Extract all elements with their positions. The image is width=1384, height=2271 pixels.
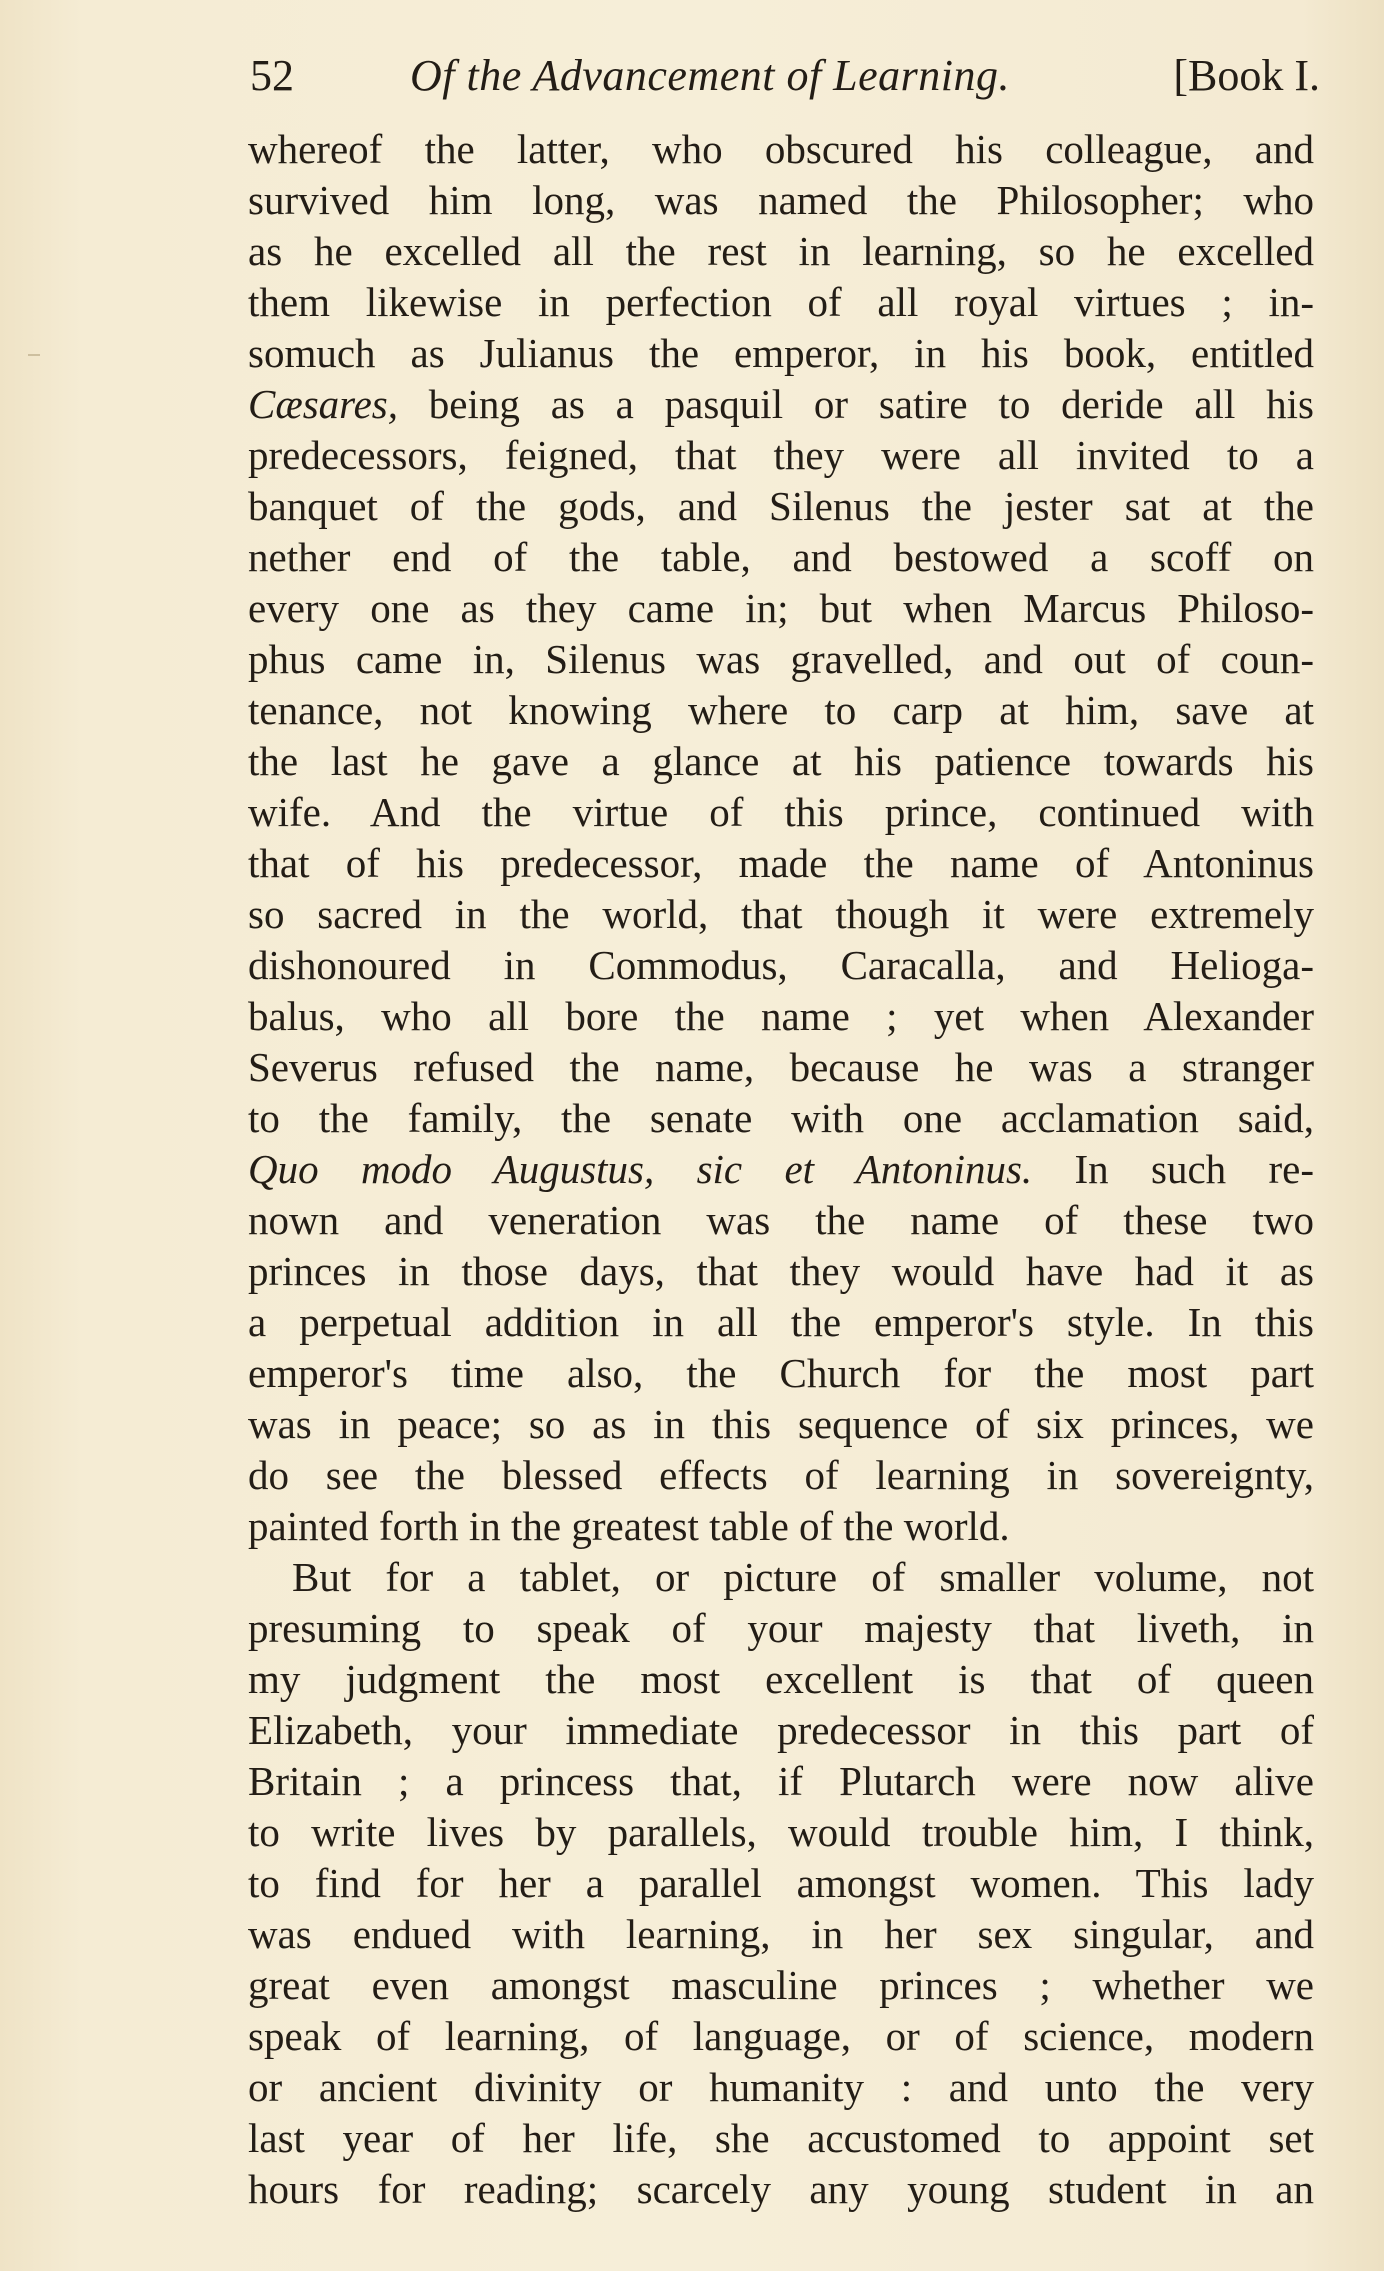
text-line: or ancient divinity or humanity : and unto the very <box>248 2064 1314 2110</box>
text-line: so sacred in the world, that though it were extremely <box>248 891 1314 937</box>
text-line: last year of her life, she accustomed to appoint set <box>248 2115 1314 2161</box>
text-line: princes in those days, that they would have had it as <box>248 1248 1314 1294</box>
text-line: phus came in, Silenus was gravelled, and out of coun- <box>248 636 1314 682</box>
text-line: wife. And the virtue of this prince, continued with <box>248 789 1314 835</box>
text-line: them likewise in perfection of all royal virtues ; in- <box>248 279 1314 325</box>
text-line: Britain ; a princess that, if Plutarch were now alive <box>248 1758 1314 1804</box>
text-line: Elizabeth, your immediate predecessor in this part of <box>248 1707 1314 1753</box>
text-line: to write lives by parallels, would trouble him, I think, <box>248 1809 1314 1855</box>
text-line: whereof the latter, who obscured his colleague, and <box>248 126 1314 172</box>
text-line: every one as they came in; but when Marcus Philoso- <box>248 585 1314 631</box>
text-line: dishonoured in Commodus, Caracalla, and Helioga- <box>248 942 1314 988</box>
text-line: Severus refused the name, because he was a stranger <box>248 1044 1314 1090</box>
text-line: the last he gave a glance at his patience towards his <box>248 738 1314 784</box>
text-line: tenance, not knowing where to carp at him, save at <box>248 687 1314 733</box>
text-line <box>248 379 1314 430</box>
text-line: balus, who all bore the name ; yet when Alexander <box>248 993 1314 1039</box>
text-line: predecessors, feigned, that they were all invited to a <box>248 432 1314 478</box>
italic-latin-quote: Quo modo Augustus, sic et Antoninus. <box>248 1146 1033 1192</box>
text-line: survived him long, was named the Philosopher; who <box>248 177 1314 223</box>
text-line: somuch as Julianus the emperor, in his book, entitled <box>248 330 1314 376</box>
text-line: nether end of the table, and bestowed a scoff on <box>248 534 1314 580</box>
text-span: In such re- <box>1032 1146 1314 1192</box>
text-line: hours for reading; scarcely any young student in an <box>248 2166 1314 2212</box>
paragraph-start-line: But for a tablet, or picture of smaller volume, not <box>292 1554 1314 1600</box>
margin-mark <box>28 354 40 356</box>
text-line: my judgment the most excellent is that of queen <box>248 1656 1314 1702</box>
running-title: Of the Advancement of Learning. <box>410 51 1011 100</box>
text-line: to the family, the senate with one acclamation said, <box>248 1095 1314 1141</box>
text-line: that of his predecessor, made the name of Antoninus <box>248 840 1314 886</box>
text-line: emperor's time also, the Church for the most part <box>248 1350 1314 1396</box>
running-header <box>250 44 1320 114</box>
text-line: a perpetual addition in all the emperor's style. In this <box>248 1299 1314 1345</box>
text-line: nown and veneration was the name of these two <box>248 1197 1314 1243</box>
text-line: banquet of the gods, and Silenus the jester sat at the <box>248 483 1314 529</box>
text-line <box>248 1144 1314 1195</box>
text-span: being as a pasquil or satire to deride all his <box>398 381 1314 427</box>
text-line: painted forth in the greatest table of the world. <box>248 1503 1010 1549</box>
text-line: do see the blessed effects of learning in sovereignty, <box>248 1452 1314 1498</box>
italic-title-caesares: Cæsares, <box>248 381 398 427</box>
text-line: presuming to speak of your majesty that liveth, in <box>248 1605 1314 1651</box>
book-label: [Book I. <box>1173 51 1320 100</box>
text-line: speak of learning, of language, or of science, modern <box>248 2013 1314 2059</box>
text-line: to find for her a parallel amongst women. This lady <box>248 1860 1314 1906</box>
text-line: as he excelled all the rest in learning, so he excelled <box>248 228 1314 274</box>
page-number: 52 <box>250 51 294 100</box>
text-line: great even amongst masculine princes ; whether we <box>248 1962 1314 2008</box>
body-text <box>248 124 1314 2215</box>
text-line: was in peace; so as in this sequence of six princes, we <box>248 1401 1314 1447</box>
text-line: was endued with learning, in her sex singular, and <box>248 1911 1314 1957</box>
